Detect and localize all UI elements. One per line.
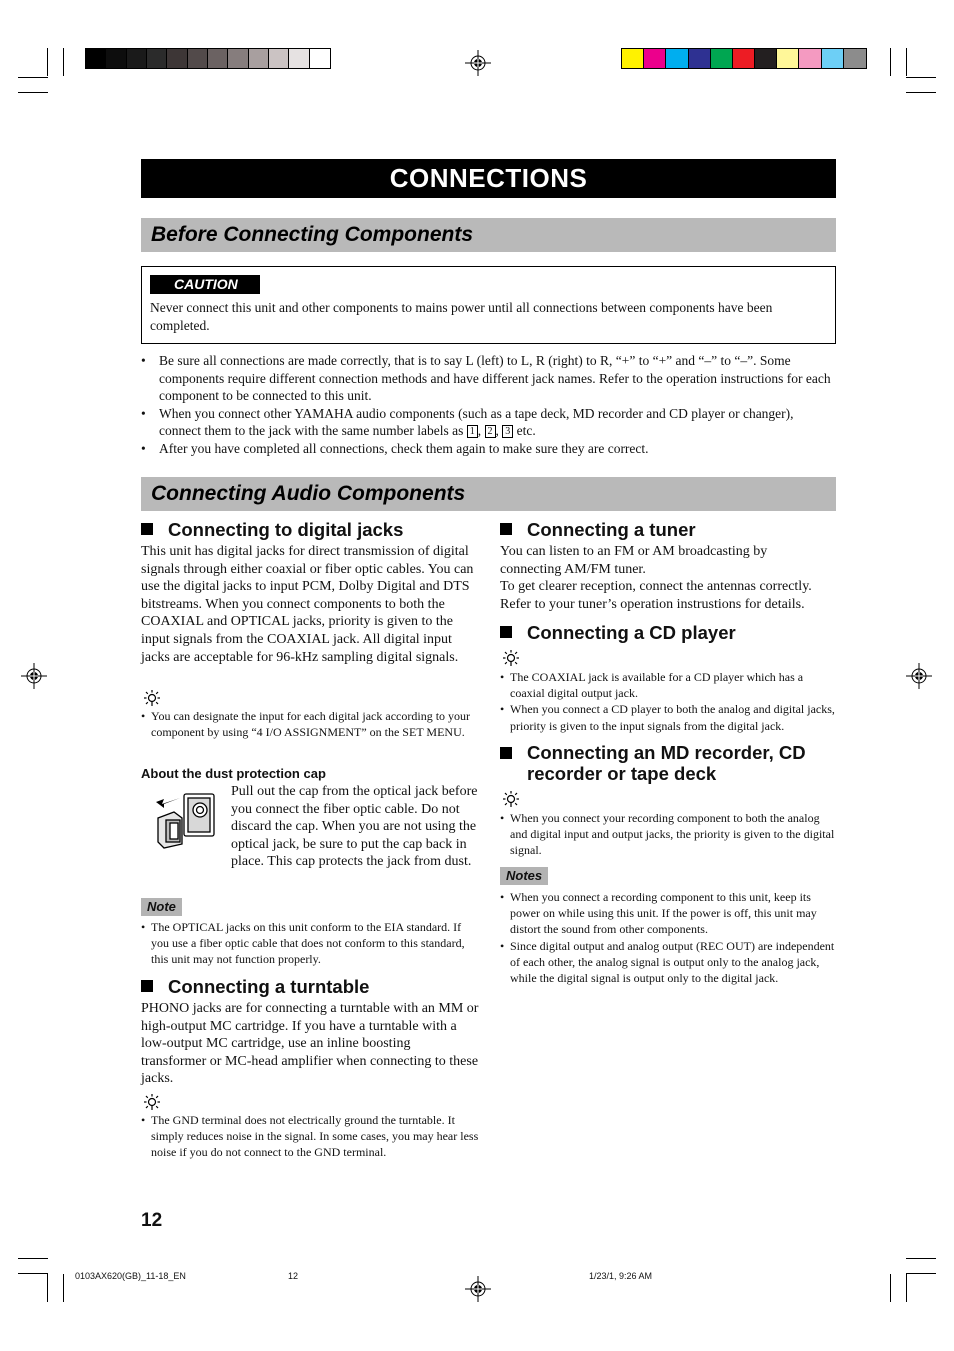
color-swatch <box>733 49 755 68</box>
tip-lightbulb-icon <box>141 689 163 707</box>
crop-mark <box>18 1258 48 1259</box>
color-swatch <box>106 49 126 68</box>
caution-text: Never connect this unit and other components to mains power until all connections between components have been completed. <box>150 300 773 333</box>
square-bullet-icon <box>500 747 512 759</box>
square-bullet-icon <box>500 626 512 638</box>
heading-turntable: Connecting a turntable <box>141 976 369 997</box>
tip-lightbulb-icon <box>500 649 522 667</box>
color-swatch <box>86 49 106 68</box>
note-label: Note <box>141 898 182 916</box>
bullet-item: • When you connect other YAMAHA audio components (such as a tape deck, MD recorder and CD player or changer), connect them to the jack with the same number labels as 1 , 2 , 3 etc. <box>141 405 838 440</box>
crop-mark <box>18 1273 48 1274</box>
number-label: 3 <box>502 425 513 438</box>
crop-mark <box>63 1274 64 1302</box>
square-bullet-icon <box>500 523 512 535</box>
color-swatch <box>666 49 688 68</box>
square-bullet-icon <box>141 980 153 992</box>
bullet-item: • Be sure all connections are made correctly, that is to say L (left) to L, R (right) to R, “+” to “+” and “–” to “–”. Some components require different connection methods and have different jack names. Refer to the operation instructions for each component to be connected to this unit. <box>141 352 838 405</box>
section-heading-before: Before Connecting Components <box>141 218 836 252</box>
crop-mark <box>906 48 907 76</box>
notes-label: Notes <box>500 867 548 885</box>
crop-mark <box>906 1274 907 1302</box>
crop-mark <box>890 1274 891 1302</box>
digital-tip: • You can designate the input for each digital jack according to your component by using “4 I/O ASSIGNMENT” on the SET MENU. <box>141 708 479 740</box>
color-swatch <box>689 49 711 68</box>
md-tip: • When you connect your recording component to both the analog and digital input and output jacks, the priority is given to the digital signal. <box>500 810 838 859</box>
color-swatch <box>822 49 844 68</box>
registration-mark-top <box>465 50 491 76</box>
digital-note: • The OPTICAL jacks on this unit conform to the EIA standard. If you use a fiber optic cable that does not conform to this standard, this unit may not function properly. <box>141 919 479 968</box>
heading-digital-jacks: Connecting to digital jacks <box>141 519 403 540</box>
heading-cd-player: Connecting a CD player <box>500 622 736 643</box>
color-swatch <box>147 49 167 68</box>
registration-mark-bottom <box>465 1276 491 1302</box>
heading-tuner: Connecting a tuner <box>500 519 696 540</box>
caution-box <box>141 266 836 344</box>
tip-lightbulb-icon <box>500 790 522 808</box>
grayscale-calibration-bar <box>85 48 331 69</box>
turntable-tip: • The GND terminal does not electrically ground the turntable. It simply reduces noise in the signal. In some cases, you may hear less noise if you do not connect to the GND terminal. <box>141 1112 479 1161</box>
crop-mark <box>906 1258 936 1259</box>
crop-mark <box>906 77 936 78</box>
crop-mark <box>18 77 48 78</box>
color-swatch <box>228 49 248 68</box>
footer-date: 1/23/1, 9:26 AM <box>589 1271 653 1281</box>
crop-mark <box>906 1273 936 1274</box>
color-swatch <box>799 49 821 68</box>
color-swatch <box>777 49 799 68</box>
crop-mark <box>47 1274 48 1302</box>
crop-mark <box>890 48 891 76</box>
color-calibration-bar <box>621 48 867 69</box>
number-label: 1 <box>467 425 478 438</box>
caution-label: CAUTION <box>150 275 260 294</box>
color-swatch <box>844 49 866 68</box>
turntable-body: PHONO jacks are for connecting a turntable with an MM or high-output MC cartridge. If you have a turntable with a low-output MC cartridge, use an inline boosting transformer or MC-head amplifier when connecting to these jacks. <box>141 1001 479 1087</box>
color-swatch <box>269 49 289 68</box>
color-swatch <box>167 49 187 68</box>
color-swatch <box>755 49 777 68</box>
crop-mark <box>47 48 48 76</box>
dust-cap-heading: About the dust protection cap <box>141 766 326 781</box>
color-swatch <box>289 49 309 68</box>
footer-file: 0103AX620(GB)_11-18_EN <box>75 1271 186 1281</box>
color-swatch <box>208 49 228 68</box>
color-swatch <box>310 49 330 68</box>
color-swatch <box>622 49 644 68</box>
bullet-item: • After you have completed all connections, check them again to make sure they are correct. <box>141 440 838 458</box>
heading-md-recorder: Connecting an MD recorder, CD recorder or tape deck <box>500 742 857 784</box>
crop-mark <box>63 48 64 76</box>
color-swatch <box>188 49 208 68</box>
dust-cap-text: Pull out the cap from the optical jack before you connect the fiber optic cable. Do not discard the cap. When you are not using the optical jack, be sure to put the cap back in place. This cap protects the jack from dust. <box>231 784 478 870</box>
square-bullet-icon <box>141 523 153 535</box>
crop-mark <box>18 92 48 93</box>
page-title: CONNECTIONS <box>141 159 836 198</box>
tuner-body: You can listen to an FM or AM broadcasting by connecting AM/FM tuner. To get clearer reception, connect the antennas correctly. Refer to your tuner’s operation instrustions for details. <box>500 544 812 612</box>
tip-lightbulb-icon <box>141 1093 163 1111</box>
footer-page: 12 <box>288 1271 299 1281</box>
digital-body: This unit has digital jacks for direct transmission of digital signals through either coaxial or fiber optic cables. You can use the digital jacks to input PCM, Dolby Digital and DTS bitstreams. When you connect components to both the COAXIAL and OPTICAL jacks, priority is given to the input signals from the COAXIAL jack. All digital input jacks are acceptable for 96-kHz sampling digital signals. <box>141 544 474 665</box>
md-notes: • When you connect a recording component to this unit, keep its power on while using this unit. If the power is off, this unit may distort the sound from other components. • Since digital output and analog output (REC OUT) are independent of each other, the analog signal is output only to the analog jack, while the digital signal is output only to the digital jack. <box>500 889 838 986</box>
crop-mark <box>906 92 936 93</box>
color-swatch <box>711 49 733 68</box>
color-swatch <box>127 49 147 68</box>
page-number: 12 <box>141 1210 163 1231</box>
registration-mark-left <box>21 663 47 689</box>
color-swatch <box>644 49 666 68</box>
top-bullet-list <box>141 352 838 457</box>
color-swatch <box>249 49 269 68</box>
cd-tips: • The COAXIAL jack is available for a CD player which has a coaxial digital output jack. • When you connect a CD player to both the analog and digital jacks, priority is given to the input signals from the digital jack. <box>500 669 838 734</box>
section-heading-audio: Connecting Audio Components <box>141 477 836 511</box>
optical-dust-cap-illustration <box>154 788 220 850</box>
registration-mark-right <box>906 663 932 689</box>
number-label: 2 <box>485 425 496 438</box>
